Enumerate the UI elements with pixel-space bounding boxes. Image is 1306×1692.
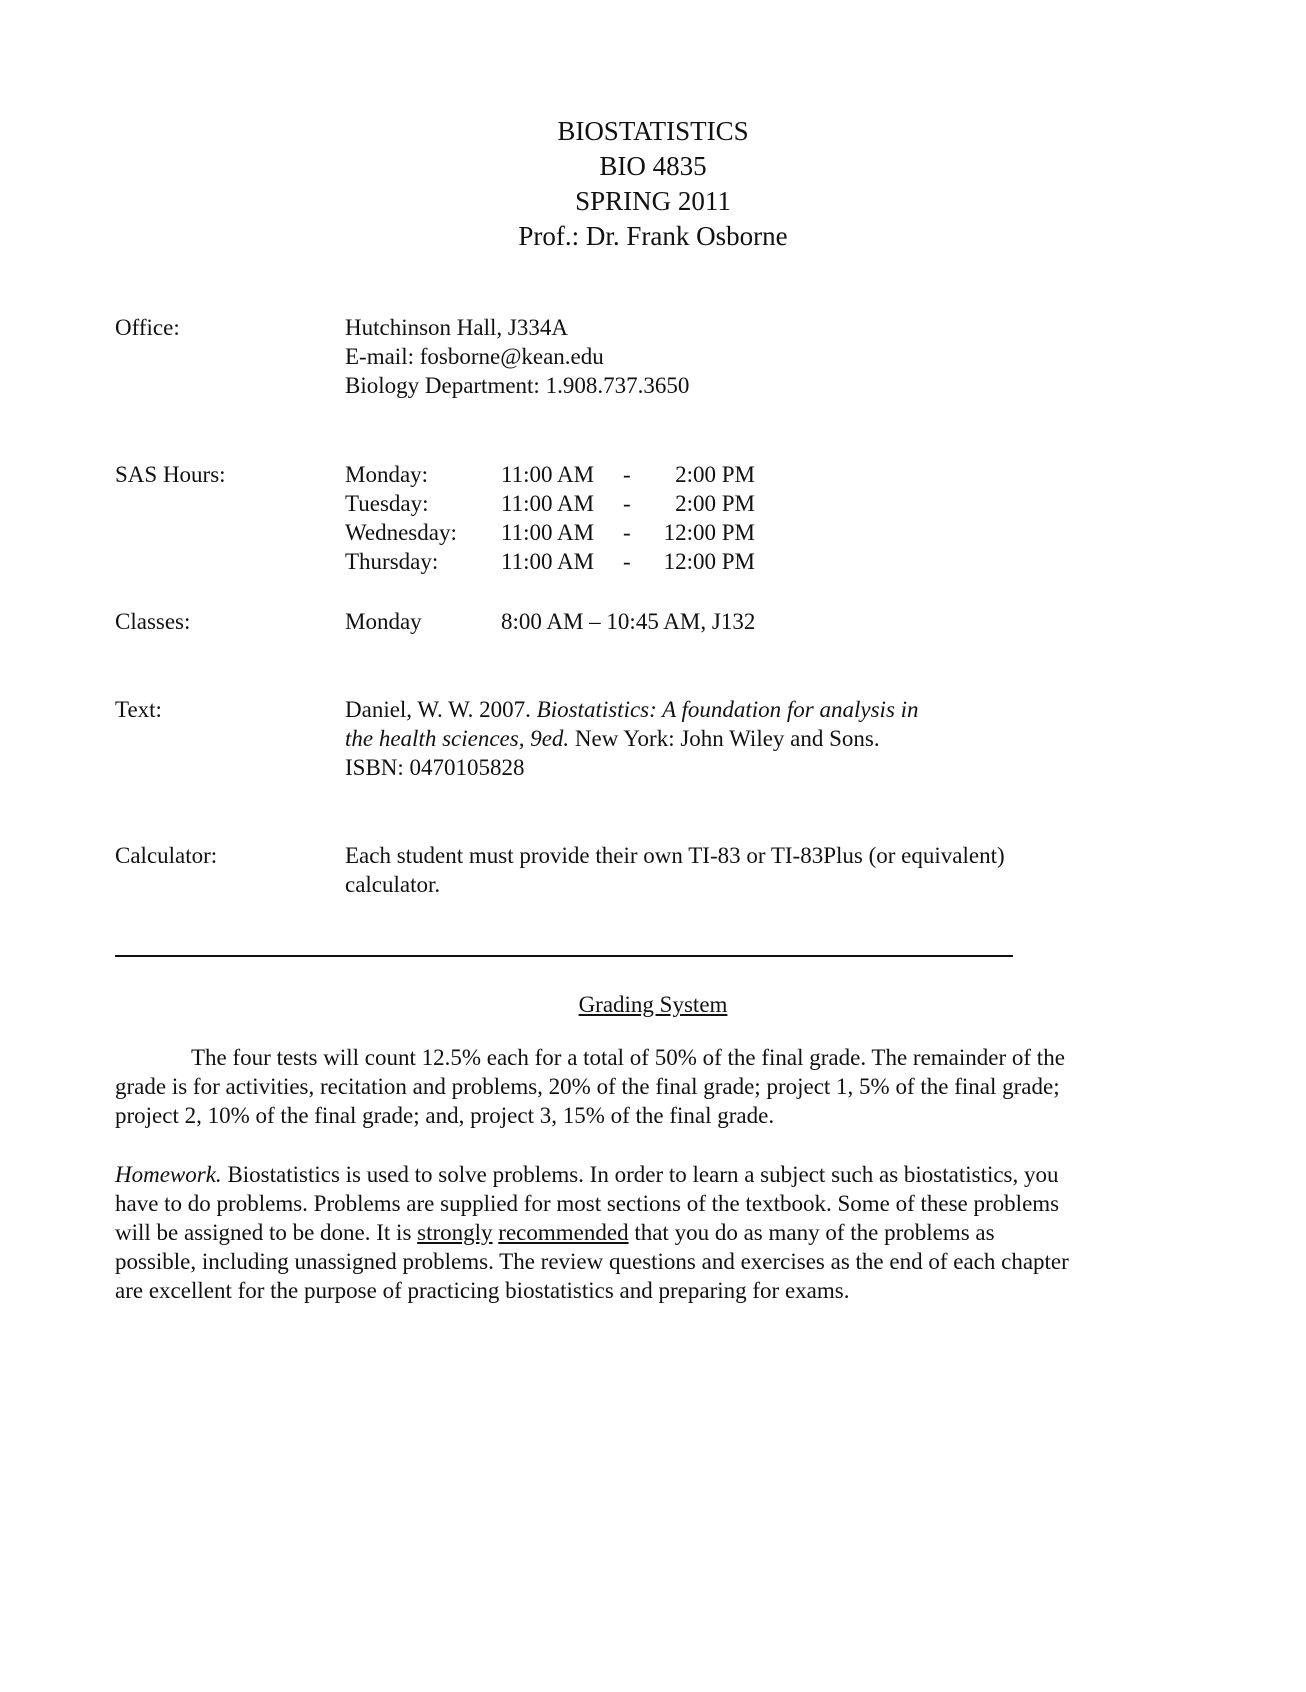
text-label: Text: (115, 697, 162, 722)
textbook-author: Daniel, W. W. 2007. (345, 697, 537, 722)
calculator-line1: Each student must provide their own TI-83 or TI-83Plus (or equivalent) (345, 843, 1005, 868)
calculator-label: Calculator: (115, 843, 218, 868)
homework-heading: Homework. (115, 1162, 222, 1187)
office-location: Hutchinson Hall, J334A (345, 315, 568, 340)
sas-from: 11:00 AM (501, 462, 595, 487)
sas-day: Thursday: (345, 549, 439, 574)
office-phone: Biology Department: 1.908.737.3650 (345, 373, 690, 398)
course-name: BIOSTATISTICS (557, 116, 749, 146)
classes-label: Classes: (115, 609, 191, 634)
sas-from: 11:00 AM (501, 520, 595, 545)
grading-line: project 2, 10% of the final grade; and, project 3, 15% of the final grade. (115, 1103, 775, 1128)
emphasis-strongly: strongly (417, 1220, 493, 1245)
homework-line: possible, including unassigned problems. The review questions and exercises as the end of each chapter (115, 1249, 1069, 1274)
sas-dash: - (623, 549, 631, 574)
document-header (0, 114, 1306, 254)
classes-day: Monday (345, 609, 422, 634)
sas-dash: - (623, 462, 631, 487)
homework-line (115, 1218, 1195, 1247)
homework-line (115, 1160, 1195, 1189)
homework-text: that you do as many of the problems as (628, 1220, 995, 1245)
grading-paragraph (115, 1043, 1195, 1130)
office-label: Office: (115, 315, 180, 340)
grading-line: The four tests will count 12.5% each for a total of 50% of the final grade. The remainder of the (191, 1045, 1065, 1070)
grading-title-text: Grading System (578, 992, 728, 1017)
sas-from: 11:00 AM (501, 549, 595, 574)
sas-hours-label: SAS Hours: (115, 462, 226, 487)
sas-to: 12:00 PM (663, 549, 755, 574)
textbook-citation-line2 (345, 724, 880, 754)
sas-dash: - (623, 520, 631, 545)
textbook-isbn: ISBN: 0470105828 (345, 755, 525, 780)
emphasis-recommended: recommended (498, 1220, 629, 1245)
sas-day: Wednesday: (345, 520, 457, 545)
course-term: SPRING 2011 (575, 186, 731, 216)
sas-to: 2:00 PM (675, 491, 755, 516)
classes-time: 8:00 AM – 10:45 AM, J132 (501, 609, 756, 634)
homework-text: will be assigned to be done. It is (115, 1220, 418, 1245)
homework-paragraph (115, 1160, 1195, 1305)
sas-day: Tuesday: (345, 491, 429, 516)
professor-name: Prof.: Dr. Frank Osborne (518, 221, 788, 251)
textbook-title-cont: the health sciences, 9ed. (345, 726, 570, 751)
grading-title (0, 990, 1306, 1020)
sas-dash: - (623, 491, 631, 516)
textbook-citation-line1 (345, 695, 919, 725)
sas-day: Monday: (345, 462, 429, 487)
textbook-title: Biostatistics: A foundation for analysis in (536, 697, 919, 722)
sas-to: 12:00 PM (663, 520, 755, 545)
office-email: E-mail: fosborne@kean.edu (345, 344, 604, 369)
homework-line: have to do problems. Problems are supplied for most sections of the textbook. Some of these problems (115, 1191, 1060, 1216)
homework-line: are excellent for the purpose of practicing biostatistics and preparing for exams. (115, 1278, 850, 1303)
sas-from: 11:00 AM (501, 491, 595, 516)
grading-line: grade is for activities, recitation and problems, 20% of the final grade; project 1, 5% of the final grade; (115, 1074, 1060, 1099)
sas-to: 2:00 PM (675, 462, 755, 487)
section-divider (115, 955, 1013, 957)
homework-text: Biostatistics is used to solve problems. In order to learn a subject such as biostatistics, you (221, 1162, 1059, 1187)
calculator-line2: calculator. (345, 872, 441, 897)
course-code: BIO 4835 (599, 151, 707, 181)
textbook-publisher: New York: John Wiley and Sons. (569, 726, 880, 751)
